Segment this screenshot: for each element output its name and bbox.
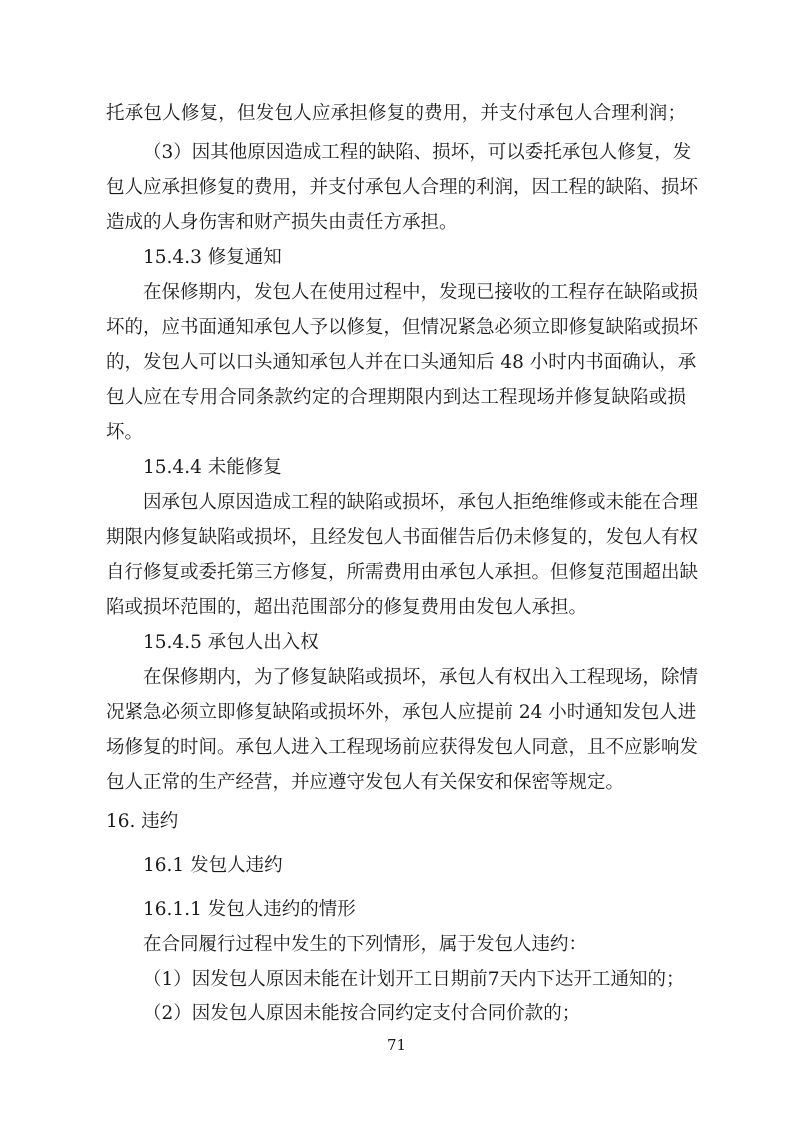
section-heading: 16.1.1 发包人违约的情形 — [143, 899, 356, 920]
text-line: 的，发包人可以口头通知承包人并在口头通知后 48 小时内书面确认，承 — [106, 352, 697, 373]
text-line: 坏的，应书面通知承包人予以修复，但情况紧急必须立即修复缺陷或损坏 — [106, 317, 699, 338]
text-line: 在合同履行过程中发生的下列情形，属于发包人违约： — [143, 934, 588, 955]
text-line: 造成的人身伤害和财产损失由责任方承担。 — [106, 212, 458, 233]
text-line: （1）因发包人原因未能在计划开工日期前7天内下达开工通知的； — [143, 969, 685, 990]
text-line: 况紧急必须立即修复缺陷或损坏外，承包人应提前 24 小时通知发包人进 — [106, 702, 697, 723]
text-line: 因承包人原因造成工程的缺陷或损坏，承包人拒绝维修或未能在合理 — [143, 492, 699, 513]
text-line: 坏。 — [106, 422, 144, 443]
text-line: 期限内修复缺陷或损坏，且经发包人书面催告后仍未修复的，发包人有权 — [106, 527, 699, 548]
text-line: 自行修复或委托第三方修复，所需费用由承包人承担。但修复范围超出缺 — [106, 562, 699, 583]
section-heading: 16.1 发包人违约 — [143, 855, 283, 876]
text-line: 托承包人修复，但发包人应承担修复的费用，并支付承包人合理利润； — [106, 103, 686, 124]
page-number: 71 — [386, 1036, 407, 1054]
text-line: 陷或损坏范围的，超出范围部分的修复费用由发包人承担。 — [106, 597, 588, 618]
text-line: （2）因发包人原因未能按合同约定支付合同价款的； — [143, 1003, 581, 1024]
text-line: 场修复的时间。承包人进入工程现场前应获得发包人同意，且不应影响发 — [106, 737, 699, 758]
section-heading: 16. 违约 — [106, 811, 179, 832]
section-heading: 15.4.4 未能修复 — [143, 457, 282, 478]
text-line: 包人正常的生产经营，并应遵守发包人有关保安和保密等规定。 — [106, 772, 625, 793]
text-line: 包人应在专用合同条款约定的合理期限内到达工程现场并修复缺陷或损 — [106, 387, 686, 408]
text-line: 包人应承担修复的费用，并支付承包人合理的利润，因工程的缺陷、损坏 — [106, 177, 699, 198]
text-line: 在保修期内，发包人在使用过程中，发现已接收的工程存在缺陷或损 — [143, 282, 699, 303]
section-heading: 15.4.3 修复通知 — [143, 247, 282, 268]
text-line: （3）因其他原因造成工程的缺陷、损坏，可以委托承包人修复，发 — [143, 142, 692, 163]
text-line: 在保修期内，为了修复缺陷或损坏，承包人有权出入工程现场，除情 — [143, 667, 699, 688]
section-heading: 15.4.5 承包人出入权 — [143, 632, 319, 653]
